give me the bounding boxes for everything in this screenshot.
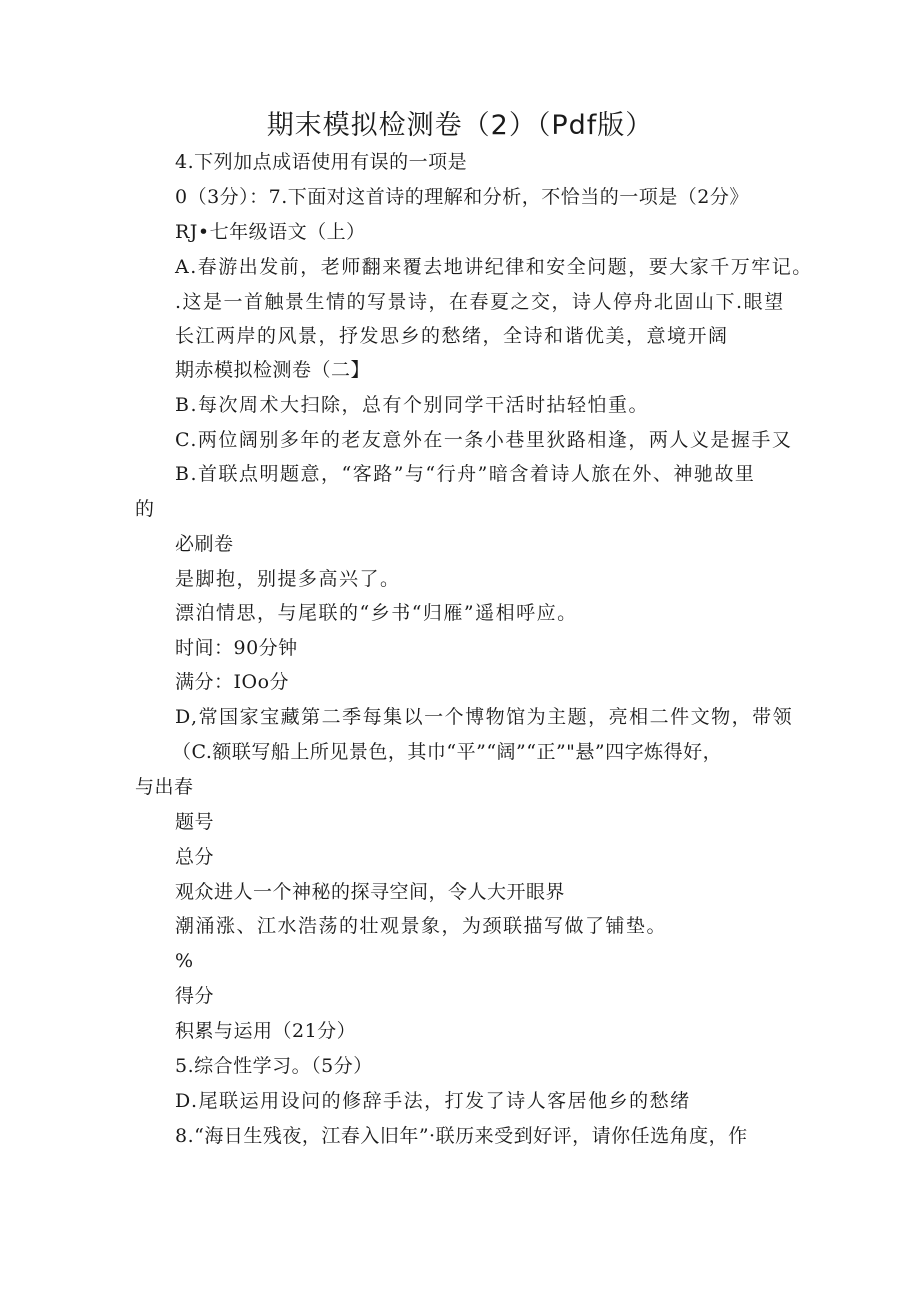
text-line: 4.下列加点成语使用有误的一项是 [175, 151, 468, 173]
text-line: 8.“海日生残夜，江春入旧年”·联历来受到好评，请你任选角度，作 [175, 1125, 748, 1147]
text-line: 5.综合性学习。（5分） [175, 1055, 373, 1077]
text-line: 的 [135, 498, 155, 520]
text-line: RJ•七年级语文（上） [175, 221, 366, 243]
text-line: 长江两岸的风景，抒发思乡的愁绪，全诗和谐优美，意境开阔 [175, 325, 729, 347]
text-line: 满分：IOo分 [175, 671, 290, 693]
text-line: .这是一首触景生情的写景诗，在春夏之交，诗人停舟北固山下.眼望 [175, 291, 785, 313]
text-line: 必刷卷 [175, 533, 234, 555]
text-line: 题号 [175, 811, 215, 833]
text-line: A.春游出发前，老师翻来覆去地讲纪律和安全问题，要大家千万牢记。 [175, 256, 813, 278]
text-line: 积累与运用（21分） [175, 1020, 357, 1042]
text-line: % [175, 950, 194, 972]
text-line: 观众进人一个神秘的探寻空间，令人大开眼界 [175, 881, 566, 903]
text-line: 漂泊情思，与尾联的“乡书“归雁”遥相呼应。 [175, 602, 578, 624]
text-line: C.两位阔别多年的老友意外在一条小巷里狄路相逢，两人义是握手又 [175, 429, 793, 451]
text-line: （C.额联写船上所见景色，其巾“平”“阔”“正”"悬”四字炼得好， [172, 741, 723, 763]
text-line: 期赤模拟检测卷（二】 [175, 359, 371, 381]
text-line: 与出春 [135, 776, 194, 798]
text-line: 得分 [175, 985, 215, 1007]
text-line: 潮涌涨、江水浩荡的壮观景象，为颈联描写做了铺垫。 [175, 915, 668, 937]
document-title: 期末模拟检测卷（2）（Pdf版） [266, 110, 654, 141]
text-line: D.尾联运用设问的修辞手法，打发了诗人客居他乡的愁绪 [175, 1090, 691, 1112]
text-line: B.首联点明题意，“客路”与“行舟”暗含着诗人旅在外、神驰故里 [175, 463, 756, 485]
text-line: 是脚抱，别提多高兴了。 [175, 568, 401, 590]
text-line: B.每次周术大扫除，总有个别同学干活时拈轻怕重。 [175, 394, 650, 416]
text-line: 0（3分）：7.下面对这首诗的理解和分析，不恰当的一项是（2分》 [175, 186, 749, 208]
text-line: 总分 [175, 846, 215, 868]
text-line: 时间：90分钟 [175, 637, 298, 659]
text-line: D,常国家宝藏第二季每集以一个博物馆为主题，亮相二件文物，带领 [175, 706, 794, 728]
